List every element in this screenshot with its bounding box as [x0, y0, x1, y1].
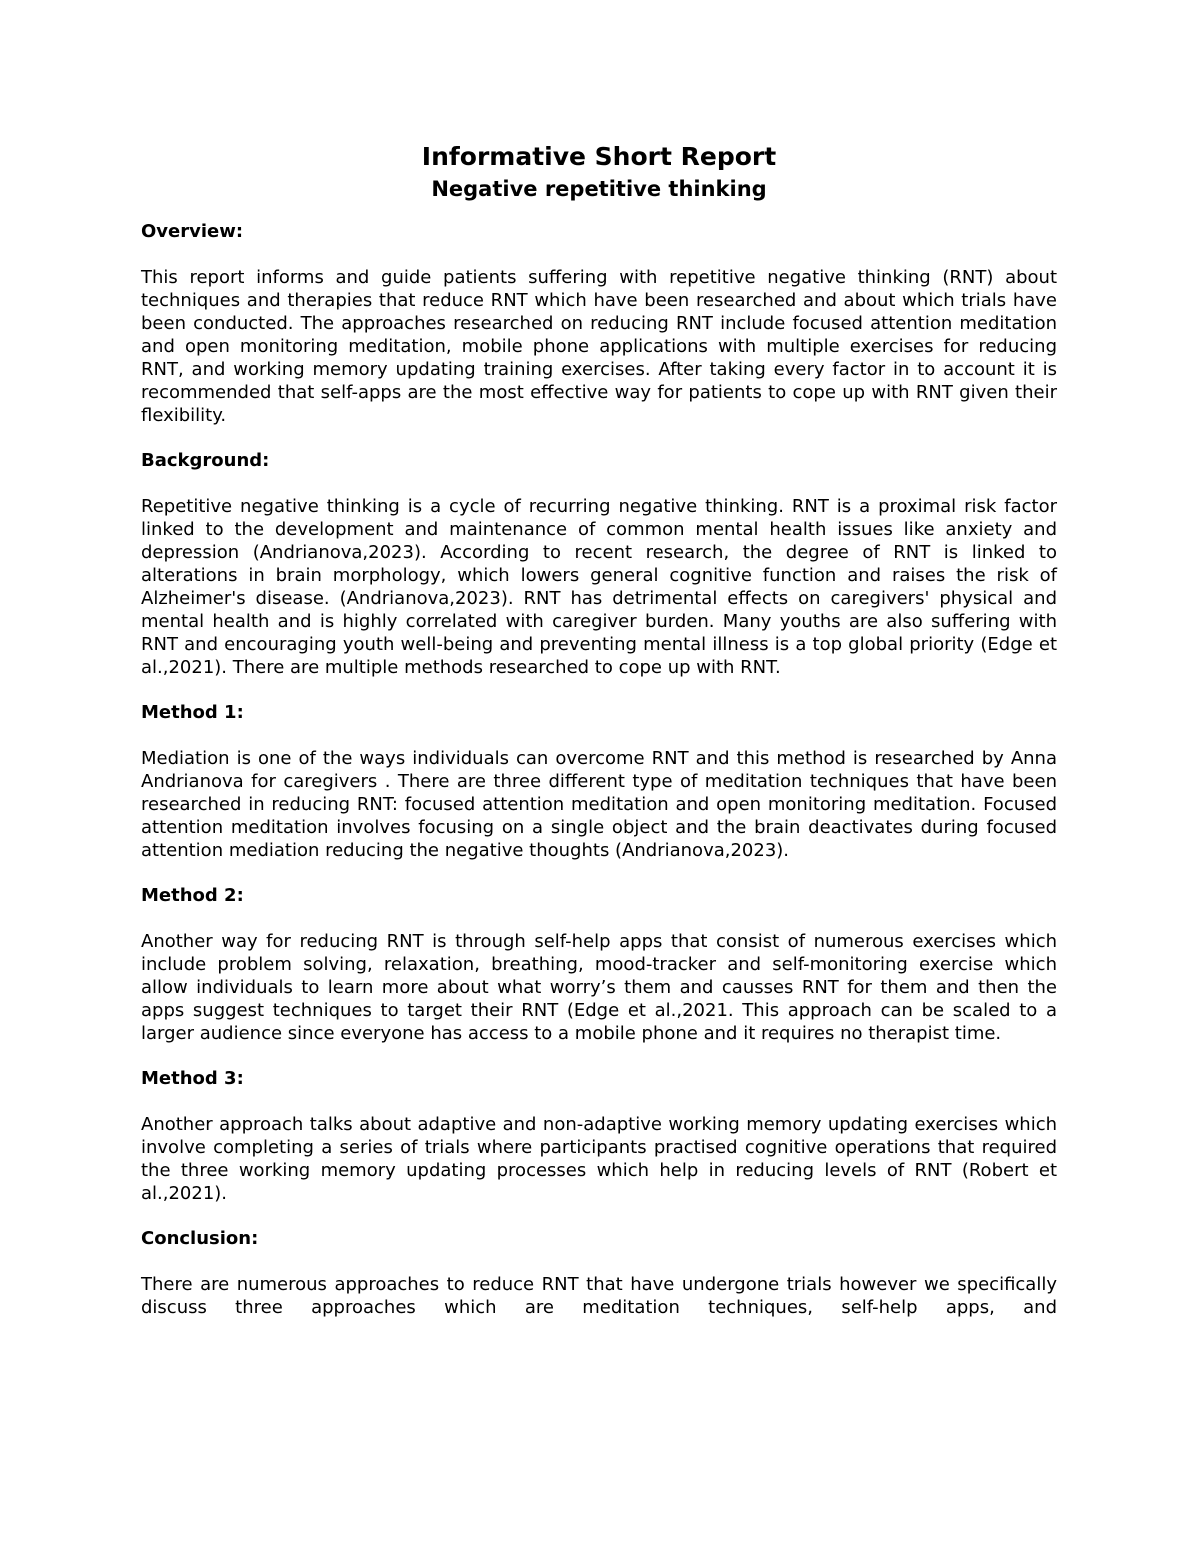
section-method-2 — [141, 884, 1057, 1045]
section-body: Repetitive negative thinking is a cycle of recurring negative thinking. RNT is a proximal risk factor linked to the development and maintenance of common mental health issues like anxiety and depression (Andrianova,2023). According to recent research, the degree of RNT is linked to alterations in brain morphology, which lowers general cognitive function and raises the risk of Alzheimer's disease. (Andrianova,2023). RNT has detrimental effects on caregivers' physical and mental health and is highly correlated with caregiver burden. Many youths are also suffering with RNT and encouraging youth well-being and preventing mental illness is a top global priority (Edge et al.,2021). There are multiple methods researched to cope up with RNT. — [141, 496, 1057, 678]
section-body: Another way for reducing RNT is through self-help apps that consist of numerous exercises which include problem solving, relaxation, breathing, mood-tracker and self-monitoring exercise which allow individuals to learn more about what worry’s them and causses RNT for them and then the apps suggest techniques to target their RNT (Edge et al.,2021. This approach can be scaled to a larger audience since everyone has access to a mobile phone and it requires no therapist time. — [141, 931, 1057, 1044]
section-heading: Method 1: — [141, 702, 244, 723]
section-method-1 — [141, 701, 1057, 862]
section-body: This report informs and guide patients suffering with repetitive negative thinking (RNT) about techniques and therapies that reduce RNT which have been researched and about which trials have been conducted. The approaches researched on reducing RNT include focused attention meditation and open monitoring meditation, mobile phone applications with multiple exercises for reducing RNT, and working memory updating training exercises. After taking every factor in to account it is recommended that self-apps are the most effective way for patients to cope up with RNT given their flexibility. — [141, 267, 1057, 426]
section-background — [141, 449, 1057, 679]
section-heading: Overview: — [141, 221, 244, 242]
section-body: Mediation is one of the ways individuals can overcome RNT and this method is researched by Anna Andrianova for caregivers . There are three different type of meditation techniques that have been researched in reducing RNT: focused attention meditation and open monitoring meditation. Focused attention meditation involves focusing on a single object and the brain deactivates during focused attention mediation reducing the negative thoughts (Andrianova,2023). — [141, 748, 1057, 861]
section-body: There are numerous approaches to reduce RNT that have undergone trials however we specifically discuss three approaches which are meditation techniques, self-help apps, and — [141, 1274, 1057, 1318]
section-heading: Method 3: — [141, 1068, 244, 1089]
section-body: Another approach talks about adaptive and non-adaptive working memory updating exercises which involve completing a series of trials where participants practised cognitive operations that required the three working memory updating processes which help in reducing levels of RNT (Robert et al.,2021). — [141, 1114, 1057, 1204]
section-heading: Background: — [141, 450, 270, 471]
document-page — [141, 140, 1057, 1319]
document-subtitle: Negative repetitive thinking — [431, 177, 767, 201]
section-overview — [141, 220, 1057, 427]
section-heading: Method 2: — [141, 885, 244, 906]
section-heading: Conclusion: — [141, 1228, 259, 1249]
document-title: Informative Short Report — [421, 142, 777, 171]
section-conclusion — [141, 1227, 1057, 1319]
section-method-3 — [141, 1067, 1057, 1205]
